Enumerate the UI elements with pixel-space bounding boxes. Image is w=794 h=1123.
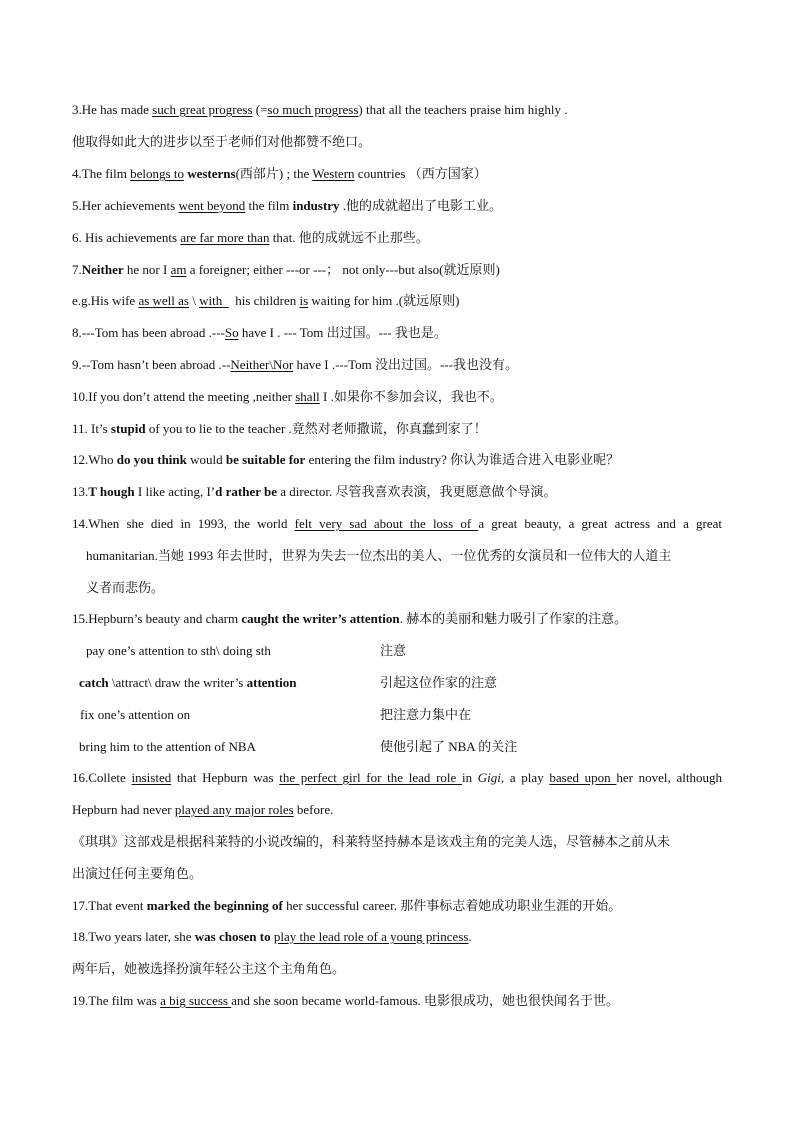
bold-phrase: marked the beginning of: [146, 898, 283, 913]
text: a director. 尽管我喜欢表演，我更愿意做个导演。: [277, 484, 557, 499]
bold-phrase: d rather be: [215, 484, 278, 499]
sentence-19: [72, 992, 619, 1010]
underlined-phrase: are far more than: [180, 230, 270, 245]
underlined-phrase: the perfect girl for the lead role: [279, 770, 462, 785]
table-row-4-cn: 使他引起了 NBA 的关注: [380, 739, 518, 754]
sentence-3-translation: 他取得如此大的进步以至于老师们对他都赞不绝口。: [72, 134, 372, 149]
bold-phrase: westerns: [187, 166, 236, 181]
text: entering the film industry? 你认为谁适合进入电影业呢？: [305, 452, 620, 467]
text: 10.If you don’t attend the meeting ,neither: [72, 389, 296, 404]
sentence-9: [72, 356, 518, 374]
sentence-3: [72, 101, 567, 119]
sentence-14: [72, 515, 722, 533]
sentence-7-example: [72, 292, 459, 310]
text: 5.Her achievements: [72, 198, 179, 213]
table-row-4-en: bring him to the attention of NBA: [79, 739, 256, 754]
bold-phrase: T hough: [88, 484, 135, 499]
text: her novel, although: [616, 770, 722, 785]
text: and she soon became world-famous. 电影很成功，她也很快闻名于世。: [231, 993, 619, 1008]
sentence-14-translation: humanitarian.当她 1993 年去世时，世界为失去一位杰出的美人、一位优秀的女演员和一位伟大的人道主: [86, 548, 672, 563]
underlined-phrase: is: [299, 293, 309, 308]
text: I like acting, I’: [134, 484, 216, 499]
sentence-18-translation: 两年后，她被选择扮演年轻公主这个主角角色。: [72, 961, 346, 976]
bold-phrase: be suitable for: [225, 452, 306, 467]
underlined-phrase: Western: [312, 166, 355, 181]
text: 9.--Tom hasn’t been abroad .--: [72, 357, 231, 372]
sentence-16: [72, 769, 722, 787]
text: \attract\ draw the writer’s: [108, 675, 247, 690]
sentence-16-cont: [72, 801, 333, 819]
text: her successful career. 那件事标志着她成功职业生涯的开始。: [282, 898, 622, 913]
bold-phrase: Neither: [81, 262, 124, 277]
underlined-phrase: so much progress: [267, 102, 359, 117]
underlined-phrase: based upon: [549, 770, 617, 785]
table-row-2-cn: 引起这位作家的注意: [380, 675, 498, 690]
text: . 赫本的美丽和魅力吸引了作家的注意。: [399, 611, 628, 626]
text: e.g.His wife: [72, 293, 139, 308]
underlined-phrase: with: [199, 293, 229, 308]
text: have I .---Tom 没出过国。---我也没有。: [293, 357, 518, 372]
bold-phrase: attention: [246, 675, 297, 690]
text: 19.The film was: [72, 993, 161, 1008]
text: that. 他的成就远不止那些。: [269, 230, 429, 245]
text: 8.---Tom has been abroad .---: [72, 325, 225, 340]
text: would: [186, 452, 226, 467]
text: in: [461, 770, 478, 785]
underlined-phrase: So: [224, 325, 239, 340]
text: of you to lie to the teacher .竟然对老师撒谎，你真蠢到家了！: [145, 421, 487, 436]
text: (西部片) ; the: [235, 166, 313, 181]
underlined-phrase: such great progress: [152, 102, 253, 117]
underlined-phrase: Neither\Nor: [230, 357, 294, 372]
text: (=: [252, 102, 268, 117]
bold-phrase: was chosen to: [194, 929, 271, 944]
sentence-14-translation-end: 义者而悲伤。: [86, 580, 165, 595]
text: 12.Who: [72, 452, 117, 467]
text: the film: [245, 198, 293, 213]
text: .: [468, 929, 472, 944]
text: he nor I: [123, 262, 171, 277]
text: that Hepburn was: [171, 770, 280, 785]
bold-phrase: do you think: [116, 452, 187, 467]
text: countries （西方国家）: [354, 166, 487, 181]
sentence-17: [72, 897, 621, 915]
text: 15.Hepburn’s beauty and charm: [72, 611, 242, 626]
sentence-7: [72, 261, 500, 279]
text: 11. It’s: [72, 421, 111, 436]
text: a foreigner; either ---or ---； not only---but also(就近原则): [186, 262, 500, 277]
text: 14.When she died in 1993, the world: [72, 516, 295, 531]
text: Hepburn had never: [72, 802, 175, 817]
text: \: [188, 293, 200, 308]
sentence-12: [72, 451, 619, 469]
text: his children: [228, 293, 300, 308]
sentence-15: [72, 610, 627, 628]
sentence-13: [72, 483, 557, 501]
underlined-phrase: shall: [295, 389, 320, 404]
text: 13.: [72, 484, 89, 499]
sentence-11: [72, 420, 487, 438]
sentence-8: [72, 324, 447, 342]
sentence-16-translation: 《琪琪》这部戏是根据科莱特的小说改编的，科莱特坚持赫本是该戏主角的完美人选，尽管赫本之前从未: [72, 834, 671, 849]
underlined-phrase: play the lead role of a young princess: [273, 929, 469, 944]
table-row-3-en: fix one’s attention on: [80, 707, 191, 722]
text: 7.: [72, 262, 82, 277]
text: , a play: [500, 770, 550, 785]
underlined-phrase: insisted: [131, 770, 172, 785]
text: 16.Collete: [72, 770, 132, 785]
text: I .如果你不参加会议，我也不。: [319, 389, 503, 404]
table-row-3-cn: 把注意力集中在: [380, 707, 472, 722]
sentence-4: [72, 165, 487, 183]
underlined-phrase: am: [170, 262, 187, 277]
text: have I . --- Tom 出过国。--- 我也是。: [238, 325, 447, 340]
sentence-16-translation-end: 出演过任何主要角色。: [72, 866, 203, 881]
underlined-phrase: felt very sad about the loss of: [294, 516, 479, 531]
text: 4.The film: [72, 166, 131, 181]
text: waiting for him .(就远原则): [308, 293, 460, 308]
underlined-phrase: as well as: [138, 293, 189, 308]
text: 18.Two years later, she: [72, 929, 195, 944]
sentence-10: [72, 388, 503, 406]
text: a great beauty, a great actress and a great: [478, 516, 722, 531]
underlined-phrase: played any major roles: [174, 802, 294, 817]
sentence-5: [72, 197, 502, 215]
text: before.: [293, 802, 334, 817]
text: .他的成就超出了电影工业。: [339, 198, 503, 213]
italic-title: Gigi: [477, 770, 501, 785]
underlined-phrase: a big success: [160, 993, 232, 1008]
text: ) that all the teachers praise him highly .: [358, 102, 568, 117]
text: 17.That event: [72, 898, 147, 913]
bold-phrase: industry: [292, 198, 340, 213]
table-row-1-en: pay one’s attention to sth\ doing sth: [86, 643, 271, 658]
text: 3.He has made: [72, 102, 153, 117]
table-row-1-cn: 注意: [380, 643, 407, 658]
underlined-phrase: went beyond: [178, 198, 246, 213]
table-row-2-en: [79, 674, 296, 692]
sentence-6: [72, 229, 429, 247]
bold-phrase: caught the writer’s attention: [241, 611, 400, 626]
underlined-phrase: belongs to: [130, 166, 184, 181]
bold-phrase: stupid: [110, 421, 146, 436]
sentence-18: [72, 928, 472, 946]
bold-phrase: catch: [79, 675, 109, 690]
text: 6. His achievements: [72, 230, 181, 245]
